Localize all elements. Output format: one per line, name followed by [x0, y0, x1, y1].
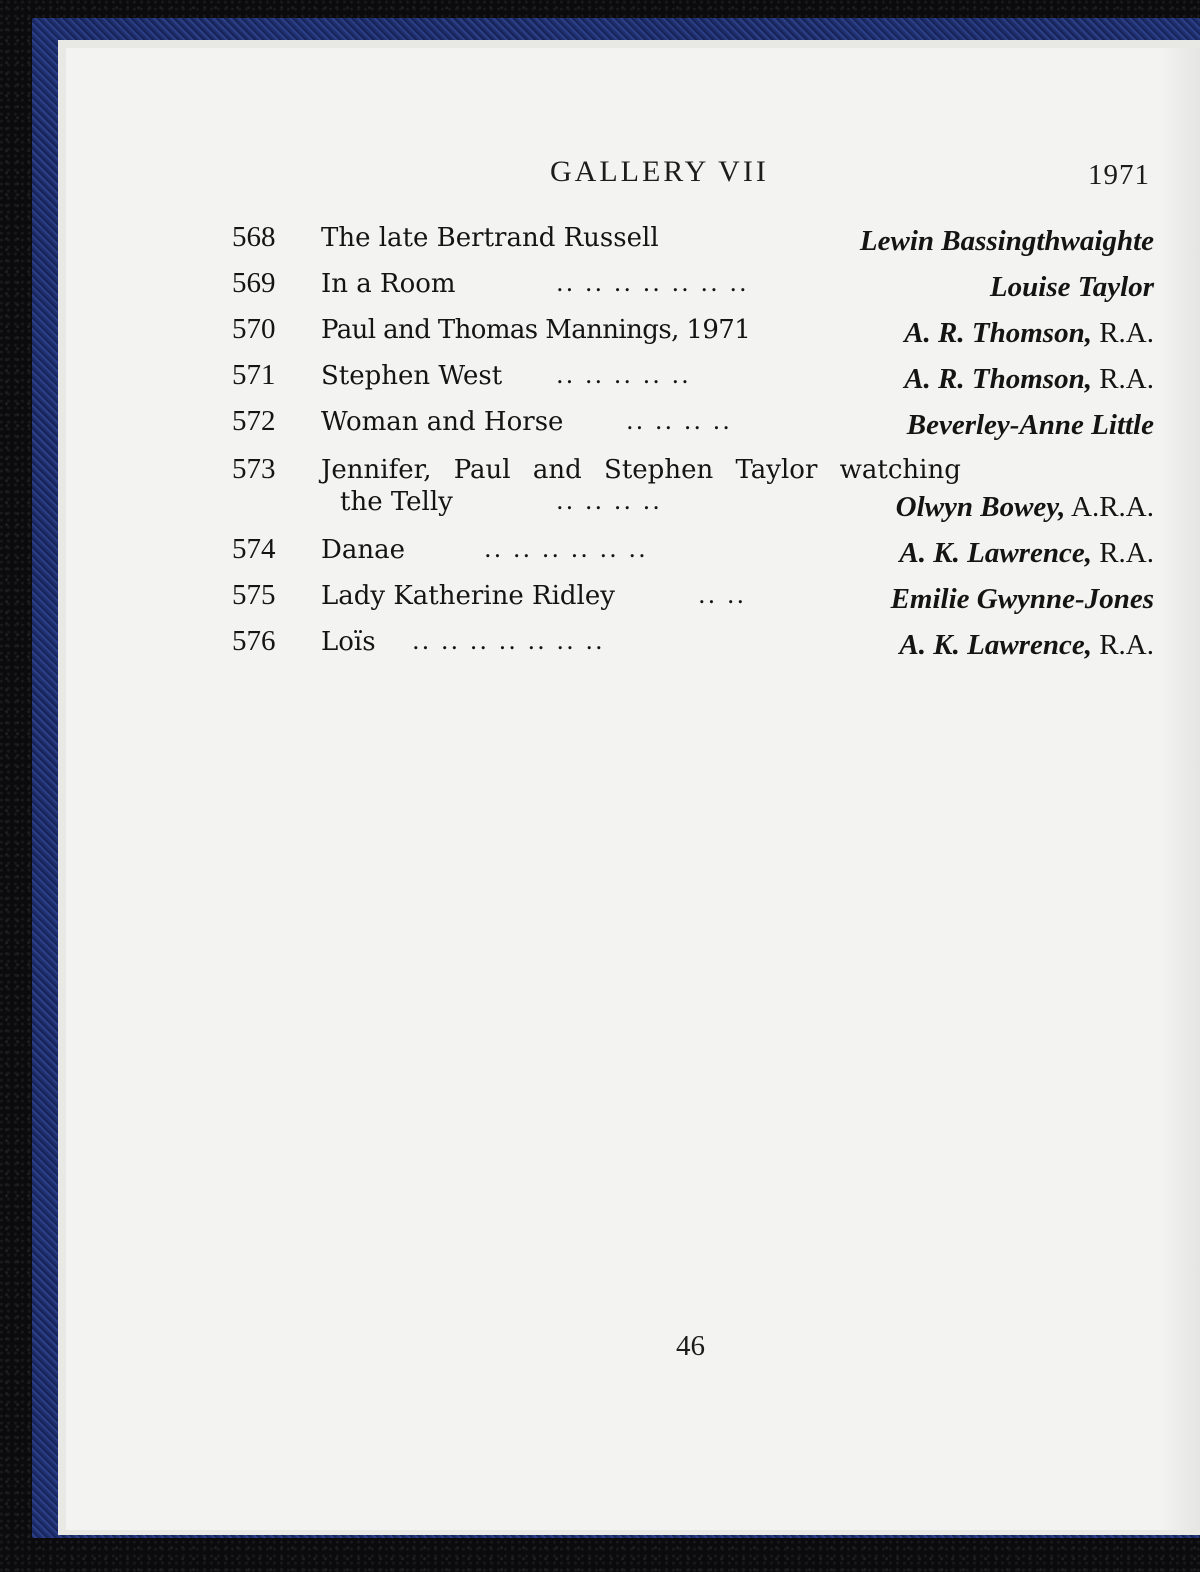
- dot-leader: .. .. .. .. .. ..: [484, 535, 648, 563]
- artist-name: A. K. Lawrence,: [899, 537, 1092, 569]
- artist-name: A. R. Thomson,: [904, 363, 1092, 395]
- entry-artist: [899, 537, 1154, 570]
- entry-artist: [907, 409, 1154, 442]
- catalogue-entry: [0, 267, 1200, 309]
- entry-title: In a Room: [321, 269, 456, 299]
- catalogue-entry: [0, 453, 1200, 533]
- artist-honours: A.R.A.: [1065, 491, 1154, 523]
- dot-leader: .. ..: [698, 581, 747, 609]
- entry-number: 568: [232, 221, 276, 253]
- catalogue-entry: [0, 579, 1200, 621]
- artist-honours: R.A.: [1091, 629, 1154, 661]
- entry-title: Woman and Horse: [321, 407, 564, 437]
- running-head: [0, 155, 1200, 195]
- catalogue-entry: [0, 533, 1200, 575]
- gallery-title: GALLERY VII: [550, 155, 769, 188]
- catalogue-entry: [0, 405, 1200, 447]
- entry-artist: [891, 583, 1154, 616]
- entry-title: Paul and Thomas Mannings, 1971: [321, 315, 751, 345]
- entry-title: Danae: [321, 535, 405, 565]
- artist-name: Olwyn Bowey,: [895, 491, 1066, 523]
- entry-artist: [990, 271, 1154, 304]
- artist-honours: R.A.: [1091, 317, 1154, 349]
- entry-artist: [904, 363, 1154, 396]
- entry-title: Stephen West: [321, 361, 503, 391]
- catalogue-entry: [0, 625, 1200, 667]
- entry-number: 576: [232, 625, 276, 657]
- entry-artist: [899, 629, 1154, 662]
- entry-artist: [904, 317, 1154, 350]
- entry-title-continued: the Telly: [340, 487, 453, 517]
- year: 1971: [1088, 159, 1150, 191]
- entry-artist: [896, 491, 1154, 524]
- dot-leader: .. .. .. ..: [626, 407, 732, 435]
- artist-name: Beverley-Anne Little: [906, 409, 1154, 441]
- entry-number: 570: [232, 313, 276, 345]
- dot-leader: .. .. .. .. ..: [556, 361, 691, 389]
- entry-title: Jennifer, Paul and Stephen Taylor watching: [321, 455, 961, 485]
- entry-number: 569: [232, 267, 276, 299]
- artist-name: Emilie Gwynne-Jones: [890, 583, 1154, 615]
- catalogue-entry: [0, 359, 1200, 401]
- entry-artist: [860, 225, 1154, 258]
- dot-leader: .. .. .. ..: [556, 487, 662, 515]
- page-number: 46: [676, 1330, 705, 1362]
- artist-honours: R.A.: [1091, 537, 1154, 569]
- entry-title: The late Bertrand Russell: [321, 223, 659, 253]
- entry-number: 571: [232, 359, 276, 391]
- artist-name: A. K. Lawrence,: [899, 629, 1092, 661]
- entry-title: Loïs: [321, 627, 376, 657]
- dot-leader: .. .. .. .. .. .. ..: [556, 269, 749, 297]
- catalogue-entry: [0, 221, 1200, 263]
- artist-honours: R.A.: [1091, 363, 1154, 395]
- entry-number: 575: [232, 579, 276, 611]
- catalogue-entry: [0, 313, 1200, 355]
- artist-name: Louise Taylor: [989, 271, 1154, 303]
- entry-number: 574: [232, 533, 276, 565]
- entry-title: Lady Katherine Ridley: [321, 581, 615, 611]
- artist-name: A. R. Thomson,: [904, 317, 1092, 349]
- entry-number: 572: [232, 405, 276, 437]
- entry-number: 573: [232, 453, 276, 485]
- artist-name: Lewin Bassingthwaighte: [859, 225, 1154, 257]
- dot-leader: .. .. .. .. .. .. ..: [412, 627, 605, 655]
